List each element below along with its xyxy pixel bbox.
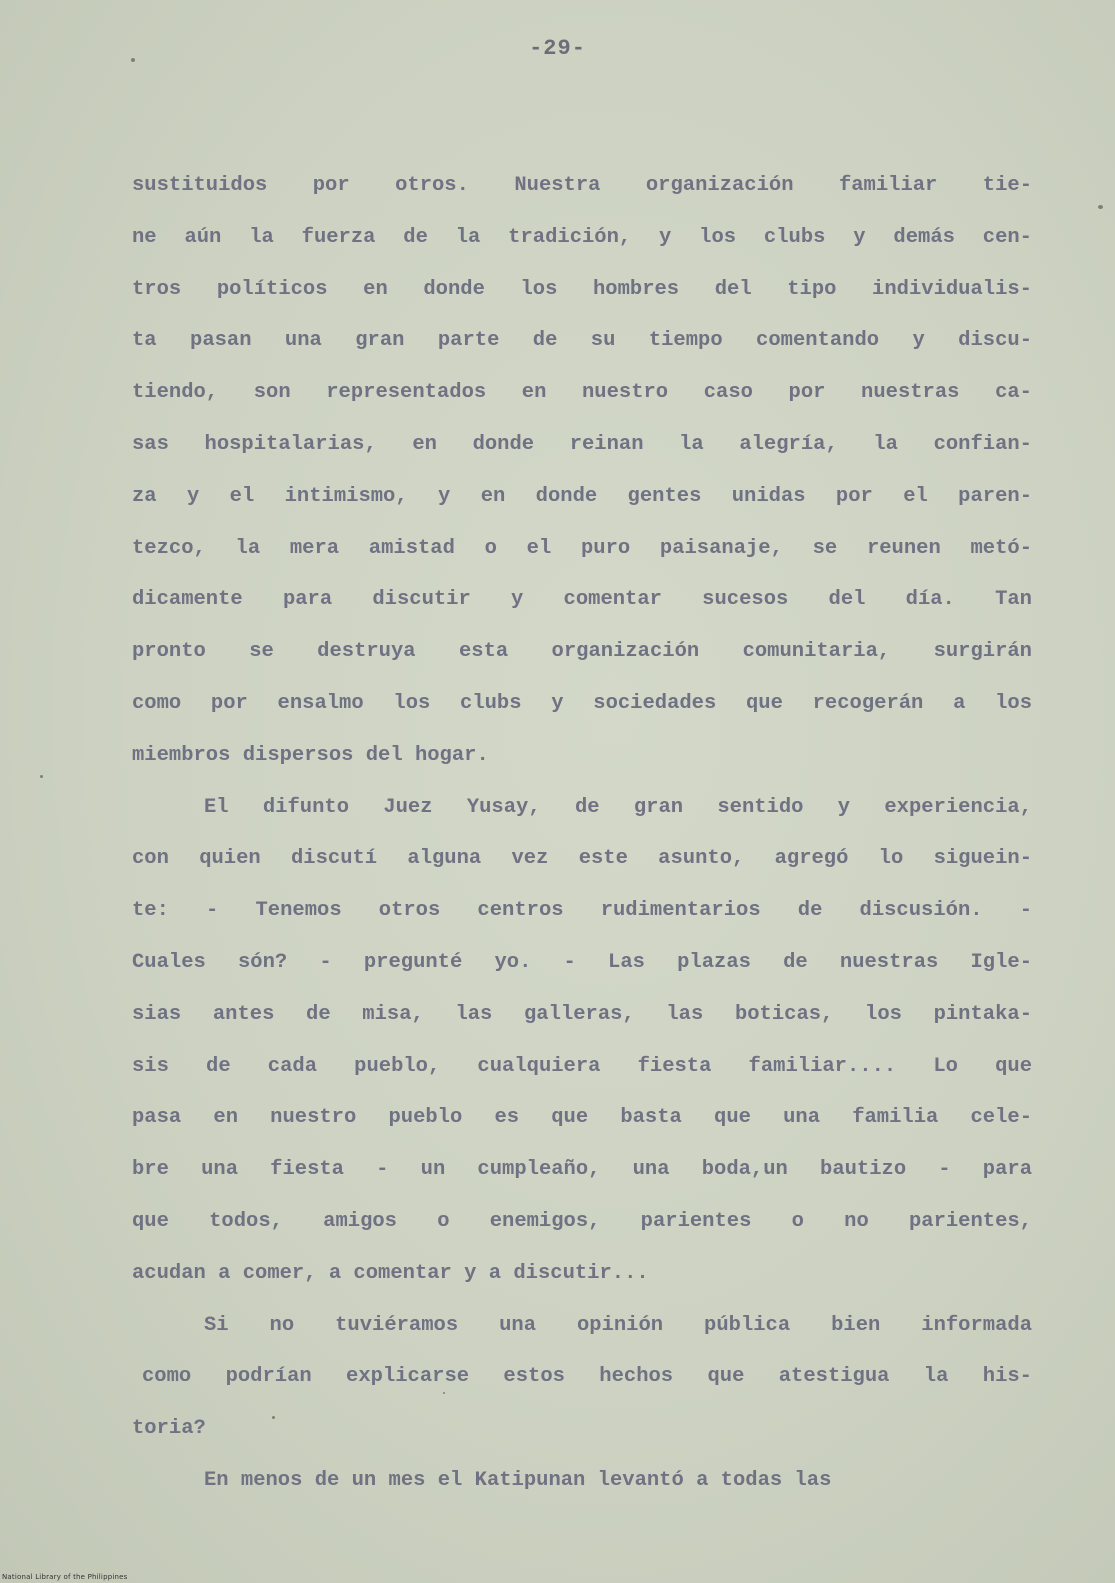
text-line: sas hospitalarias, en donde reinan la alegría, la confian-: [132, 432, 1032, 456]
scan-speck: [1098, 205, 1103, 209]
text-line: El difunto Juez Yusay, de gran sentido y experiencia,: [204, 795, 1032, 819]
text-line: sis de cada pueblo, cualquiera fiesta familiar.... Lo que: [132, 1054, 1032, 1078]
text-line: acudan a comer, a comentar y a discutir...: [132, 1261, 649, 1285]
scan-speck: [131, 58, 135, 62]
scan-speck: [443, 1392, 445, 1394]
text-line: tiendo, son representados en nuestro caso por nuestras ca-: [132, 381, 1032, 405]
text-line: con quien discutí alguna vez este asunto, agregó lo siguein-: [132, 847, 1032, 871]
text-line: te: - Tenemos otros centros rudimentarios de discusión. -: [132, 899, 1032, 923]
text-line: za y el intimismo, y en donde gentes unidas por el paren-: [132, 484, 1032, 508]
text-line: miembros dispersos del hogar.: [132, 743, 489, 767]
scan-speck: [40, 775, 43, 778]
text-line: dicamente para discutir y comentar sucesos del día. Tan: [132, 588, 1032, 612]
archive-footer: National Library of the Philippines: [2, 1573, 128, 1581]
text-line: pasa en nuestro pueblo es que basta que una familia cele-: [132, 1106, 1032, 1130]
body-text: [132, 160, 1032, 1507]
text-line: Si no tuviéramos una opinión pública bien informada: [204, 1313, 1032, 1337]
scan-speck: [272, 1416, 275, 1419]
text-line: que todos, amigos o enemigos, parientes o no parientes,: [132, 1209, 1032, 1233]
page-number: -29-: [529, 36, 586, 61]
text-line: En menos de un mes el Katipunan levantó a todas las: [204, 1468, 832, 1492]
text-line: sias antes de misa, las galleras, las boticas, los pintaka-: [132, 1002, 1032, 1026]
text-line: bre una fiesta - un cumpleaño, una boda,un bautizo - para: [132, 1158, 1032, 1182]
text-line: toria?: [132, 1417, 206, 1441]
text-line: Cuales són? - pregunté yo. - Las plazas de nuestras Igle-: [132, 950, 1032, 974]
text-line: tros políticos en donde los hombres del tipo individualis-: [132, 277, 1032, 301]
text-line: como por ensalmo los clubs y sociedades que recogerán a los: [132, 691, 1032, 715]
text-line: sustituidos por otros. Nuestra organización familiar tie-: [132, 174, 1032, 197]
text-line: pronto se destruya esta organización comunitaria, surgirán: [132, 640, 1032, 664]
text-line: como podrían explicarse estos hechos que atestigua la his-: [142, 1365, 1032, 1389]
text-line: tezco, la mera amistad o el puro paisanaje, se reunen metó-: [132, 536, 1032, 560]
text-line: ta pasan una gran parte de su tiempo comentando y discu-: [132, 329, 1032, 353]
text-line: ne aún la fuerza de la tradición, y los clubs y demás cen-: [132, 225, 1032, 249]
